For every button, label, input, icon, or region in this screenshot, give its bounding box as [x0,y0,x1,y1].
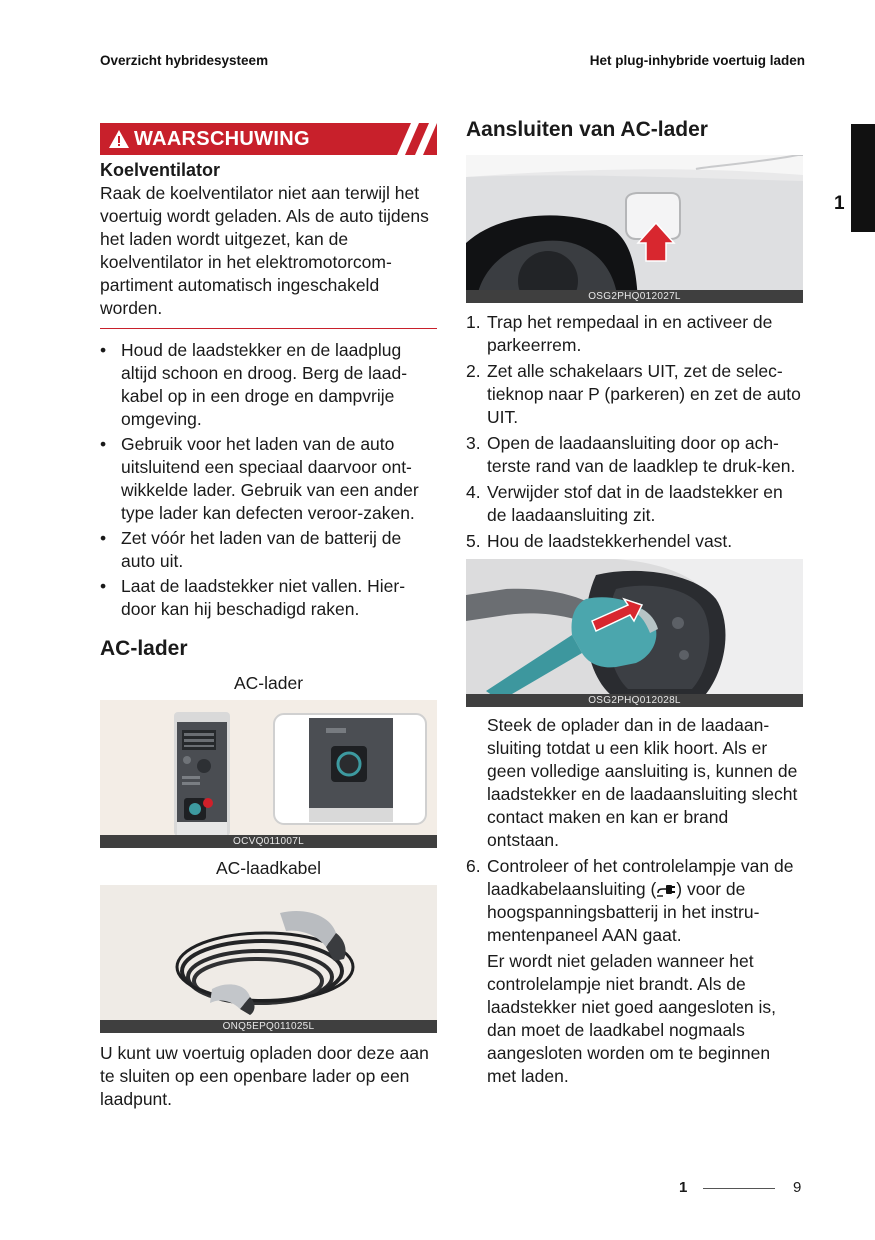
precaution-list [100,339,437,621]
step-text: Trap het rempedaal in en activeer de parkeerrem. [487,312,773,355]
procedure-steps-continued [466,855,803,947]
procedure-steps [466,311,803,553]
ac-charger-illustration [100,700,437,848]
chapter-number: 1 [834,193,845,214]
figure-plug-insertion [466,559,803,707]
figure-code: OCVQ011007L [100,835,437,848]
step-number: 4. [466,482,481,502]
step-text-before-icon: Controleer of het controlelampje van de laadkabelaansluiting ( [487,856,794,899]
list-item [466,530,803,553]
step-number: 1. [466,312,481,332]
charging-cable-connected-icon [656,881,676,897]
running-header-right: Het plug-inhybride voertuig laden [589,53,805,68]
right-column [466,118,803,1088]
list-item [466,432,803,478]
list-item: • Houd de laadstekker en de laadplug altijd schoon en droog. Berg de laad-kabel op in een droge en dampvrije omgeving. [100,339,437,431]
list-item [466,855,803,947]
warning-triangle-icon [108,128,130,150]
ac-charger-paragraph: U kunt uw voertuig opladen door deze aan te sluiten op een openbare lader op een laadpunt. [100,1043,429,1109]
list-item: • Zet vóór het laden van de batterij de auto uit. [100,527,437,573]
footer-chapter-number: 1 [679,1179,688,1196]
figure-code: OSG2PHQ012028L [466,694,803,707]
figure-ac-charger [100,700,437,848]
running-header-left: Overzicht hybridesysteem [100,53,269,68]
list-item [466,311,803,357]
step-number: 5. [466,531,481,551]
figure-caption-ac-lader: AC-lader [233,673,304,693]
step-number: 6. [466,856,481,876]
step-number: 2. [466,361,481,381]
page-number: 9 [793,1179,802,1196]
figure-caption-ac-laadkabel: AC-laadkabel [215,858,322,878]
warning-label: WAARSCHUWING [134,127,310,150]
figure-charge-port-door [466,155,803,303]
step-text: Hou de laadstekkerhendel vast. [487,531,733,551]
footer-divider [703,1188,775,1189]
figure-code: OSG2PHQ012027L [466,290,803,303]
plug-insertion-illustration [466,559,803,707]
charge-port-door-illustration [466,155,803,303]
step-text: Zet alle schakelaars UIT, zet de selec-tieknop naar P (parkeren) en zet de auto UIT. [487,361,801,427]
step6-continued-paragraph: Er wordt niet geladen wanneer het controlelampje niet brandt. Als de laadstekker niet goed aangesloten is, dan moet de laadkabel nogmaals aangesloten worden om te beginnen met laden. [487,951,776,1086]
warning-stripes-decoration [367,123,437,155]
warning-divider [100,328,437,329]
list-item [466,481,803,527]
section-heading-connect: Aansluiten van AC-lader [466,118,708,141]
list-item [466,360,803,429]
warning-banner [100,123,437,155]
list-item: • Gebruik voor het laden van de auto uitsluitend een speciaal daarvoor ont-wikkelde lader. Gebruik van een ander type lader kan defecten veroor-zaken. [100,433,437,525]
section-heading-ac-lader: AC-lader [100,637,188,660]
step-number: 3. [466,433,481,453]
list-item: • Laat de laadstekker niet vallen. Hier-door kan hij beschadigd raken. [100,575,437,621]
left-column [100,123,437,1111]
step5-continued-paragraph: Steek de oplader dan in de laadaan-sluiting totdat u een klik hoort. Als er geen volledige aansluiting is, kunnen de laadstekker en de laadaansluiting slecht contact maken en kan er brand ontstaan. [487,715,798,850]
ac-cable-illustration [100,885,437,1033]
figure-code: ONQ5EPQ011025L [100,1020,437,1033]
figure-ac-cable [100,885,437,1033]
step-text-after-icon: ) voor de hoogspanningsbatterij in het instru-mentenpaneel AAN gaat. [487,879,760,945]
step-text: Open de laadaansluiting door op ach-terste rand van de laadklep te druk-ken. [487,433,796,476]
chapter-tab [851,124,875,232]
warning-body: Raak de koelventilator niet aan terwijl het voertuig wordt geladen. Als de auto tijdens het laden wordt uitgezet, kan de koelventilator in het elektromotorcom-partiment automatisch ingeschakeld worden. [100,183,429,318]
warning-subtitle: Koelventilator [100,160,221,180]
step-text: Verwijder stof dat in de laadstekker en de laadaansluiting zit. [487,482,783,525]
